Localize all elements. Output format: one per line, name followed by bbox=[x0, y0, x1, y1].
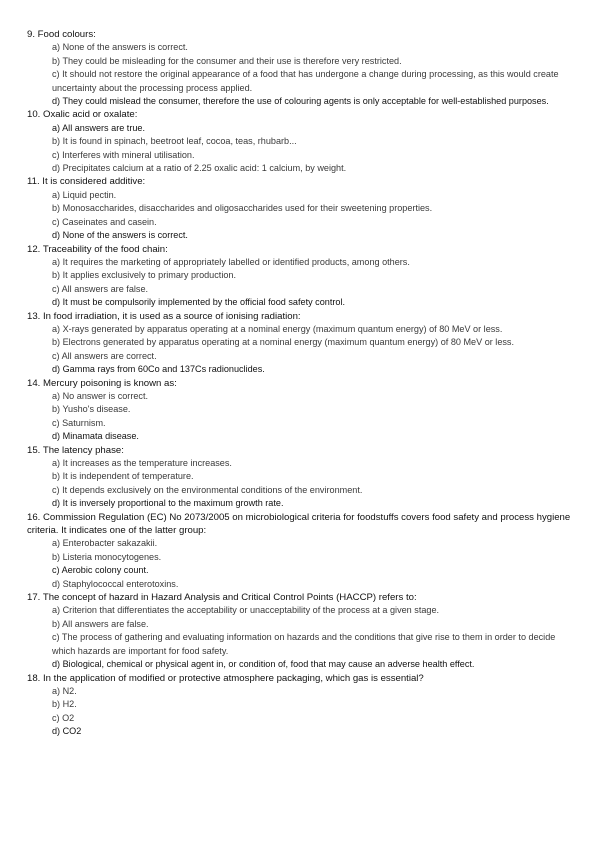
answer-option: b) It applies exclusively to primary production. bbox=[52, 270, 236, 281]
question-block bbox=[27, 175, 577, 242]
question-text: 14. Mercury poisoning is known as: bbox=[27, 377, 177, 389]
answer-option: b) All answers are false. bbox=[52, 618, 149, 629]
answer-option: c) The process of gathering and evaluating information on hazards and the conditions that give rise to them in order to decide which hazards are important for food safety. bbox=[52, 632, 556, 656]
answer-option: b) Listeria monocytogenes. bbox=[52, 551, 162, 562]
answer-option-highlighted: c) Aerobic colony count. bbox=[52, 565, 149, 576]
answer-option: b) Yusho's disease. bbox=[52, 404, 131, 415]
answer-option: d) Precipitates calcium at a ratio of 2.25 oxalic acid: 1 calcium, by weight. bbox=[52, 163, 347, 174]
answer-option: c) O2 bbox=[52, 712, 75, 723]
question-block bbox=[27, 672, 577, 739]
question-list bbox=[27, 28, 577, 739]
answer-option: c) All answers are correct. bbox=[52, 350, 157, 361]
question-block bbox=[27, 28, 577, 108]
question-text: 16. Commission Regulation (EC) No 2073/2005 on microbiological criteria for foodstuffs covers food safety and process hygiene criteria. It indicates one of the latter group: bbox=[27, 511, 571, 537]
answer-option-highlighted: d) Minamata disease. bbox=[52, 431, 139, 442]
answer-option: b) Electrons generated by apparatus operating at a nominal energy (maximum quantum energy) of 80 MeV or less. bbox=[52, 337, 515, 348]
answer-option-highlighted: a) All answers are true. bbox=[52, 122, 145, 133]
question-text: 12. Traceability of the food chain: bbox=[27, 243, 168, 255]
answer-option: a) Enterobacter sakazakii. bbox=[52, 538, 158, 549]
answer-option: b) It is independent of temperature. bbox=[52, 471, 194, 482]
answer-option-highlighted: d) They could mislead the consumer, therefore the use of colouring agents is only acceptable for well-established purposes. bbox=[52, 96, 549, 107]
answer-option-highlighted: d) Biological, chemical or physical agent in, or condition of, food that may cause an adverse health effect. bbox=[52, 659, 475, 670]
answer-option-highlighted: d) CO2 bbox=[52, 726, 82, 737]
question-text: 9. Food colours: bbox=[27, 29, 96, 40]
question-text: 17. The concept of hazard in Hazard Analysis and Critical Control Points (HACCP) refers to: bbox=[27, 592, 417, 604]
answer-option: b) They could be misleading for the consumer and their use is therefore very restricted. bbox=[52, 55, 402, 66]
question-block bbox=[27, 511, 577, 591]
answer-option: a) No answer is correct. bbox=[52, 390, 149, 401]
answer-option: b) Monosaccharides, disaccharides and oligosaccharides used for their sweetening properties. bbox=[52, 203, 433, 214]
answer-option: a) Liquid pectin. bbox=[52, 189, 117, 200]
question-block bbox=[27, 108, 577, 175]
answer-option: a) None of the answers is correct. bbox=[52, 42, 188, 53]
answer-option: c) Caseinates and casein. bbox=[52, 216, 157, 227]
question-text: 11. It is considered additive: bbox=[27, 176, 146, 188]
answer-option: c) All answers are false. bbox=[52, 283, 149, 294]
answer-option-highlighted: d) It is inversely proportional to the maximum growth rate. bbox=[52, 498, 284, 509]
question-block bbox=[27, 444, 577, 511]
answer-option: c) It depends exclusively on the environmental conditions of the environment. bbox=[52, 484, 363, 495]
answer-option-highlighted: d) None of the answers is correct. bbox=[52, 230, 188, 241]
answer-option: a) Criterion that differentiates the acceptability or unacceptability of the process at a given stage. bbox=[52, 605, 440, 616]
question-block bbox=[27, 591, 577, 671]
answer-option: d) Staphylococcal enterotoxins. bbox=[52, 578, 179, 589]
answer-option: c) It should not restore the original appearance of a food that has undergone a change during processing, as this would create uncertainty about the processing process applied. bbox=[52, 69, 559, 93]
answer-option: a) It requires the marketing of appropriately labelled or identified products, among others. bbox=[52, 256, 410, 267]
question-text: 18. In the application of modified or protective atmosphere packaging, which gas is essential? bbox=[27, 672, 424, 684]
question-block bbox=[27, 310, 577, 377]
question-block bbox=[27, 377, 577, 444]
answer-option: c) Interferes with mineral utilisation. bbox=[52, 149, 195, 160]
question-text: 13. In food irradiation, it is used as a source of ionising radiation: bbox=[27, 310, 301, 322]
answer-option: b) H2. bbox=[52, 699, 77, 710]
answer-option-highlighted: d) It must be compulsorily implemented by the official food safety control. bbox=[52, 297, 345, 308]
answer-option: b) It is found in spinach, beetroot leaf, cocoa, teas, rhubarb... bbox=[52, 136, 297, 147]
question-text: 15. The latency phase: bbox=[27, 444, 124, 456]
question-block bbox=[27, 243, 577, 310]
answer-option-highlighted: d) Gamma rays from 60Co and 137Cs radionuclides. bbox=[52, 364, 265, 375]
answer-option: a) N2. bbox=[52, 685, 77, 696]
answer-option: a) It increases as the temperature increases. bbox=[52, 458, 232, 468]
question-text: 10. Oxalic acid or oxalate: bbox=[27, 109, 138, 121]
answer-option: c) Saturnism. bbox=[52, 417, 106, 428]
answer-option: a) X-rays generated by apparatus operating at a nominal energy (maximum quantum energy) of 80 MeV or less. bbox=[52, 323, 503, 334]
